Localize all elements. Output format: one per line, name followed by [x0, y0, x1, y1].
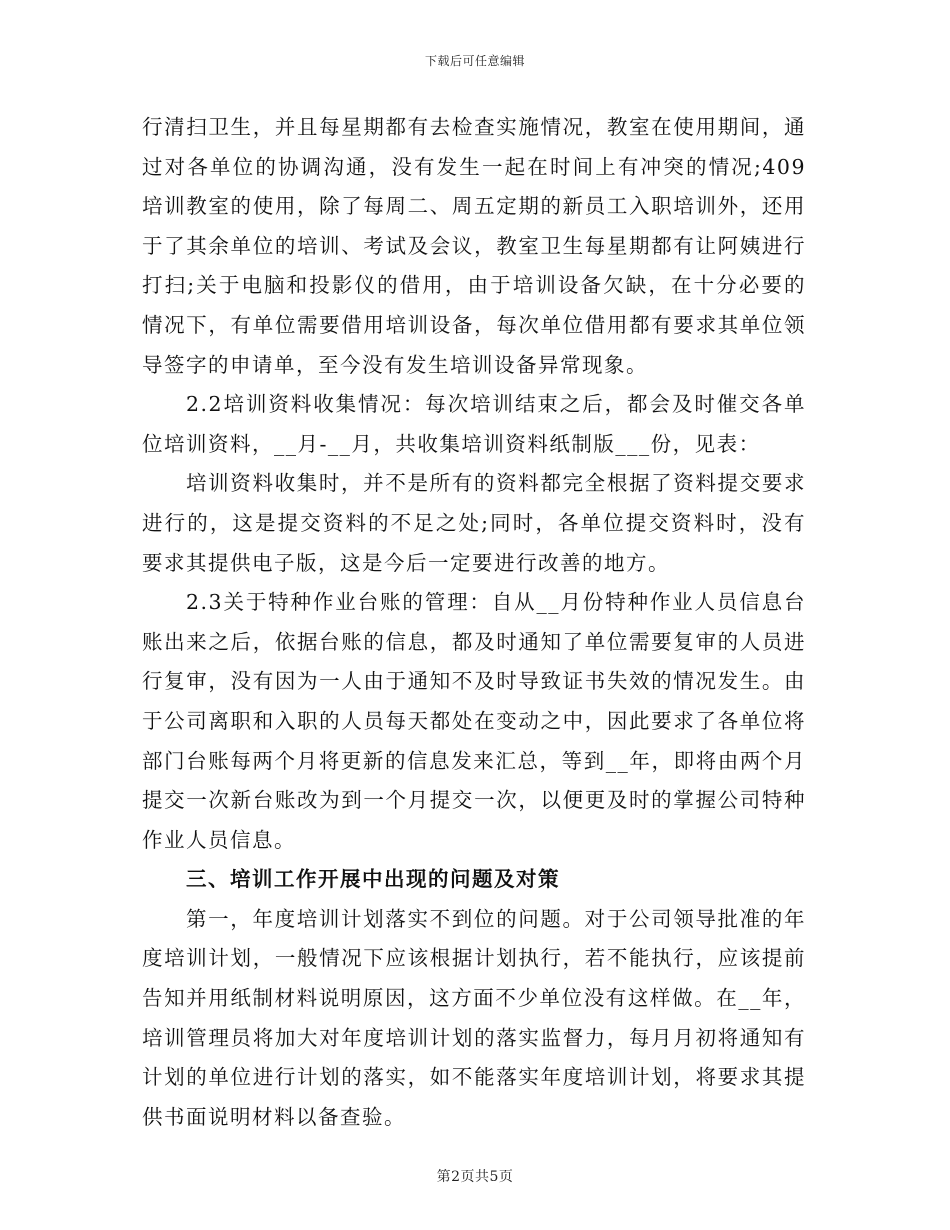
page-header: 下载后可任意编辑: [424, 54, 525, 68]
paragraph-material-collection: 2.2培训资料收集情况：每次培训结束之后，都会及时催交各单位培训资料，__月-__月，共收集培训资料纸制版___份，见表：: [142, 392, 806, 456]
paragraph-classroom-usage: 行清扫卫生，并且每星期都有去检查实施情况，教室在使用期间，通过对各单位的协调沟通，没有发生一起在时间上有冲突的情况;409培训教室的使用，除了每周二、周五定期的新员工入职培训外，还用于了其余单位的培训、考试及会议，教室卫生每星期都有让阿姨进行打扫;关于电脑和投影仪的借用，由于培训设备欠缺，在十分必要的情况下，有单位需要借用培训设备，每次单位借用都有要求其单位领导签字的申请单，至今没有发生培训设备异常现象。: [142, 115, 806, 377]
paragraph-special-operations-ledger: 2.3关于特种作业台账的管理：自从__月份特种作业人员信息台账出来之后，依据台账的信息，都及时通知了单位需要复审的人员进行复审，没有因为一人由于通知不及时导致证书失效的情况发生。由于公司离职和入职的人员每天都处在变动之中，因此要求了各单位将部门台账每两个月将更新的信息发来汇总，等到__年，即将由两个月提交一次新台账改为到一个月提交一次，以便更及时的掌握公司特种作业人员信息。: [142, 590, 806, 852]
page-number: 第2页共5页: [436, 1169, 514, 1185]
document-body: [142, 108, 806, 1137]
paragraph-material-shortcomings: 培训资料收集时，并不是所有的资料都完全根据了资料提交要求进行的，这是提交资料的不足之处;同时，各单位提交资料时，没有要求其提供电子版，这是今后一定要进行改善的地方。: [142, 471, 806, 575]
section-heading: 三、培训工作开展中出现的问题及对策: [186, 867, 560, 892]
paragraph-annual-plan-issue: 第一，年度培训计划落实不到位的问题。对于公司领导批准的年度培训计划，一般情况下应该根据计划执行，若不能执行，应该提前告知并用纸制材料说明原因，这方面不少单位没有这样做。在__年，培训管理员将加大对年度培训计划的落实监督力，每月月初将通知有计划的单位进行计划的落实，如不能落实年度培训计划，将要求其提供书面说明材料以备查验。: [142, 906, 806, 1129]
